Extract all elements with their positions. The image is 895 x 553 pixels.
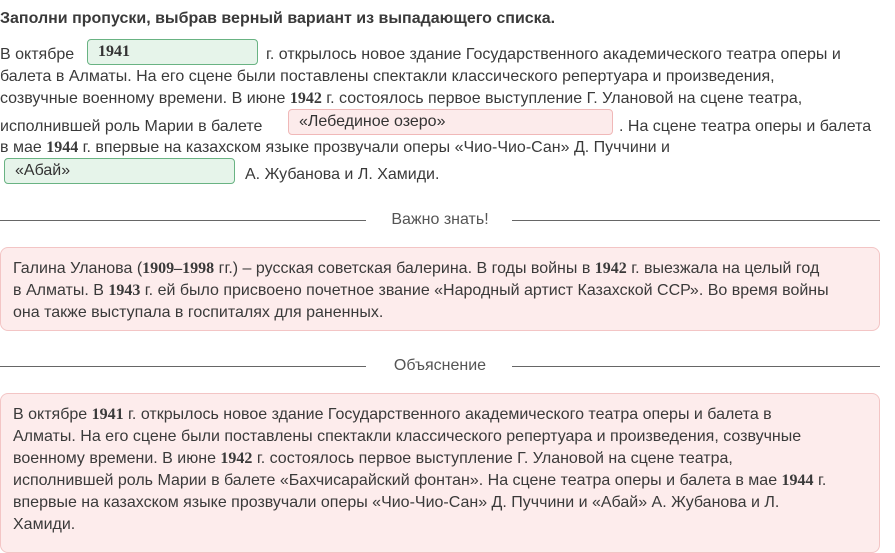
text-segment: г. открылось новое здание Государственного академического театра оперы и балета в	[123, 406, 772, 423]
years-range: 1909–1998	[142, 260, 215, 277]
explanation-line-2: Алматы. На его сцене были поставлены спектакли классического репертуара и произведения, созвучные	[13, 428, 802, 445]
instruction-title: Заполни пропуски, выбрав верный вариант из выпадающего списка.	[0, 10, 556, 27]
blank-1-dropdown[interactable]: 1941	[87, 39, 258, 65]
important-divider	[0, 210, 880, 230]
year-1941: 1941	[91, 406, 124, 423]
text-segment: гг.) – русская советская балерина. В годы войны в	[214, 260, 595, 277]
year-1944: 1944	[46, 139, 79, 156]
text-segment: г. состоялось первое выступление Г. Улановой на сцене театра,	[321, 90, 803, 107]
paragraph-line-4a: исполнившей роль Марии в балете	[0, 118, 263, 135]
year-1942: 1942	[220, 450, 253, 467]
divider-rule	[512, 366, 880, 367]
explanation-line-1	[13, 404, 867, 426]
explanation-line-5: впервые на казахском языке прозвучали оперы «Чио-Чио-Сан» Д. Пуччини и «Абай» А. Жубанова и Л.	[13, 494, 780, 511]
divider-rule	[512, 220, 880, 221]
explanation-line-4	[13, 470, 867, 492]
year-1942: 1942	[289, 90, 322, 107]
paragraph-line-5	[0, 137, 670, 159]
text-segment: В октябре	[13, 406, 92, 423]
paragraph-line-3	[0, 88, 802, 110]
explanation-line-3	[13, 448, 867, 470]
explanation-box	[0, 393, 880, 553]
text-segment: в Алматы. В	[13, 282, 109, 299]
text-segment: г. состоялось первое выступление Г. Улановой на сцене театра,	[252, 450, 733, 467]
text-segment: исполнившей роль Марии в балете «Бахчисарайский фонтан». На сцене театра оперы и балета в мае	[13, 472, 782, 489]
text-segment: в мае	[0, 139, 47, 156]
important-box	[0, 247, 880, 331]
paragraph-line-2: балета в Алматы. На его сцене были поставлены спектакли классического репертуара и произведения,	[0, 68, 775, 85]
paragraph-line-1b: г. открылось новое здание Государственного академического театра оперы и	[266, 46, 841, 63]
text-segment: г. впервые на казахском языке прозвучали оперы «Чио-Чио-Сан» Д. Пуччини и	[78, 139, 670, 156]
important-line-2	[13, 280, 867, 302]
paragraph-line-6: А. Жубанова и Л. Хамиди.	[245, 166, 440, 183]
text-segment: созвучные военному времени. В июне	[0, 90, 290, 107]
text-segment: военному времени. В июне	[13, 450, 221, 467]
year-1942: 1942	[594, 260, 627, 277]
blank-2-dropdown[interactable]: «Лебединое озеро»	[288, 109, 613, 135]
text-segment: г. выезжала на целый год	[626, 260, 820, 277]
important-heading: Важно знать!	[391, 211, 489, 228]
paragraph-line-1	[0, 44, 74, 66]
explanation-heading: Объяснение	[393, 357, 487, 374]
paragraph-line-4b: . На сцене театра оперы и балета	[619, 118, 872, 135]
text-segment: В октябре	[0, 46, 75, 63]
explanation-line-6: Хамиди.	[13, 516, 76, 533]
text-segment: г. ей было присвоено почетное звание «Народный артист Казахской ССР». Во время войны	[140, 282, 829, 299]
text-segment: г.	[813, 472, 827, 489]
important-line-3: она также выступала в госпиталях для раненных.	[13, 304, 384, 321]
year-1943: 1943	[108, 282, 141, 299]
text-segment: Галина Уланова (	[13, 260, 143, 277]
blank-3-dropdown[interactable]: «Абай»	[4, 158, 235, 184]
year-1944: 1944	[781, 472, 814, 489]
explanation-divider	[0, 356, 880, 376]
important-line-1	[13, 258, 867, 280]
